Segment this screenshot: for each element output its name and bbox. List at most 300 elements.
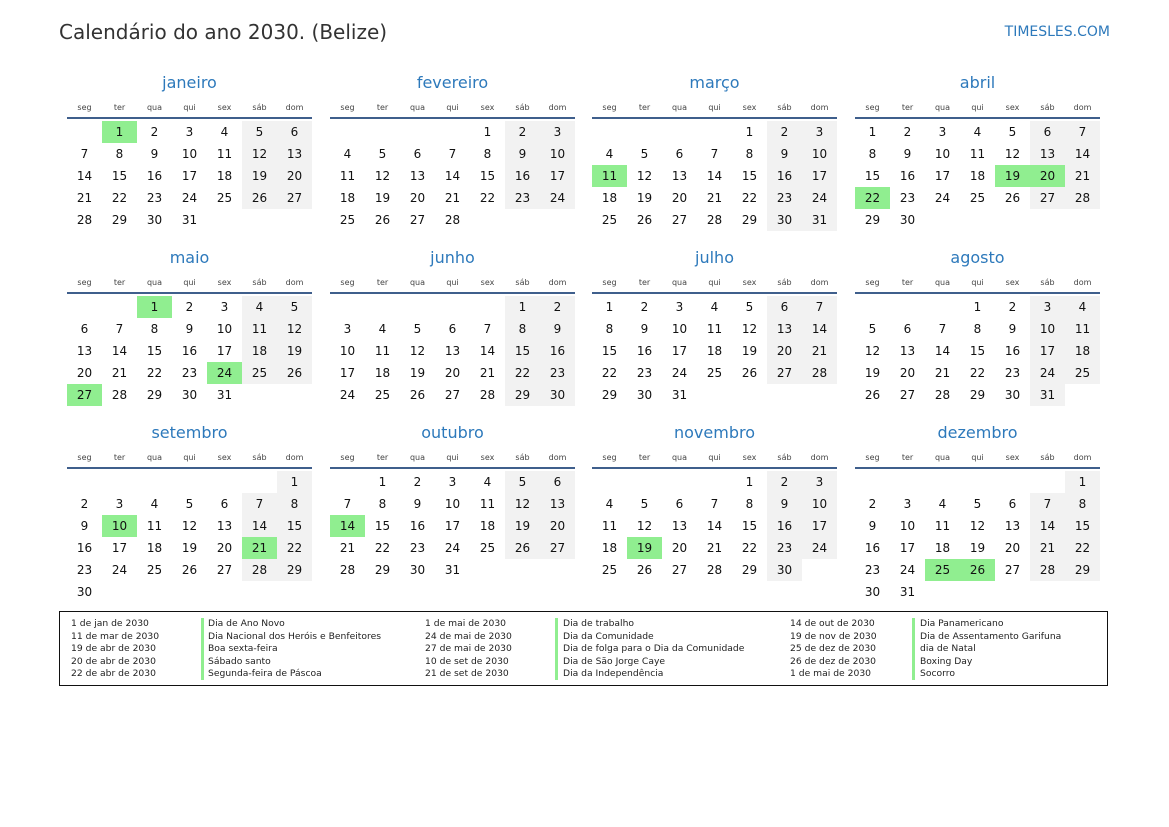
day-cell: 17	[1030, 340, 1065, 362]
day-grid	[67, 296, 312, 406]
weekday-label: dom	[548, 103, 567, 112]
weekday-label: ter	[376, 278, 389, 287]
day-cell: 2	[640, 300, 649, 314]
weekday-label: qui	[446, 453, 459, 462]
day-cell: 28	[1030, 559, 1065, 581]
day-cell: 11	[242, 318, 277, 340]
day-cell: 22	[601, 366, 618, 380]
day-cell: 1	[745, 475, 754, 489]
day-cell: 24	[111, 563, 128, 577]
day-cell: 26	[374, 213, 391, 227]
day-cell: 16	[899, 169, 916, 183]
day-cell: 18	[601, 191, 618, 205]
day-cell: 9	[1008, 322, 1017, 336]
day-cell: 4	[343, 147, 352, 161]
day-cell: 9	[505, 143, 540, 165]
weekday-label: qui	[446, 278, 459, 287]
day-grid	[592, 296, 837, 406]
day-cell: 12	[636, 169, 653, 183]
day-cell: 2	[1008, 300, 1017, 314]
empty-cell	[67, 121, 102, 143]
day-cell: 12	[1004, 147, 1021, 161]
day-cell: 1	[277, 471, 312, 493]
day-cell: 21	[802, 340, 837, 362]
day-cell: 3	[115, 497, 124, 511]
weekday-label: seg	[602, 453, 617, 462]
legend-date: 24 de mai de 2030	[425, 630, 512, 642]
weekday-label: qua	[146, 453, 163, 462]
day-cell: 26	[1004, 191, 1021, 205]
day-cell: 7	[710, 147, 719, 161]
day-cell: 20	[671, 191, 688, 205]
day-cell: 14	[479, 344, 496, 358]
weekday-label: sex	[217, 278, 232, 287]
page-title: Calendário do ano 2030. (Belize)	[59, 20, 388, 44]
day-cell: 3	[802, 121, 837, 143]
legend-holiday: Dia Nacional dos Heróis e Benfeitores	[208, 630, 382, 642]
month-name: agosto	[950, 248, 1005, 267]
day-cell: 20	[540, 515, 575, 537]
weekday-label: qui	[971, 453, 984, 462]
weekday-label: sex	[217, 103, 232, 112]
day-cell: 17	[181, 169, 198, 183]
day-cell: 27	[671, 213, 688, 227]
weekday-label: sáb	[515, 278, 530, 287]
weekday-label: seg	[77, 453, 92, 462]
empty-cell	[172, 471, 207, 493]
day-cell: 10	[216, 322, 233, 336]
day-cell: 16	[636, 344, 653, 358]
day-cell: 2	[413, 475, 422, 489]
day-cell: 9	[767, 143, 802, 165]
legend-date: 1 de mai de 2030	[790, 668, 872, 679]
empty-cell	[435, 121, 470, 143]
weekday-label: seg	[340, 278, 355, 287]
month-name: maio	[169, 248, 210, 267]
day-cell: 6	[675, 497, 684, 511]
day-cell: 9	[185, 322, 194, 336]
day-cell: 14	[706, 169, 723, 183]
day-cell: 19	[181, 541, 198, 555]
weekday-label: qua	[409, 103, 426, 112]
weekday-label: ter	[638, 453, 651, 462]
day-cell: 25	[479, 541, 496, 555]
day-cell: 29	[111, 213, 128, 227]
weekday-header	[67, 100, 312, 116]
day-cell: 10	[802, 493, 837, 515]
day-grid	[592, 471, 837, 581]
day-cell: 11	[601, 519, 618, 533]
day-cell: 4	[973, 125, 982, 139]
weekday-label: dom	[548, 278, 567, 287]
day-cell: 21	[444, 191, 461, 205]
legend-holiday: Dia de Assentamento Garifuna	[920, 630, 1062, 642]
day-cell: 15	[479, 169, 496, 183]
day-cell: 26	[741, 366, 758, 380]
day-cell: 2	[767, 121, 802, 143]
day-cell: 1	[605, 300, 614, 314]
day-cell: 4	[378, 322, 387, 336]
day-cell: 17	[899, 541, 916, 555]
day-cell: 10	[899, 519, 916, 533]
day-cell: 6	[1030, 121, 1065, 143]
day-cell: 16	[864, 541, 881, 555]
day-cell: 29	[741, 563, 758, 577]
legend-date: 26 de dez de 2030	[790, 655, 877, 667]
weekday-label: seg	[865, 278, 880, 287]
day-cell: 10	[181, 147, 198, 161]
month-name: novembro	[674, 423, 755, 442]
weekday-header	[592, 100, 837, 116]
day-cell: 25	[374, 388, 391, 402]
day-cell: 19	[741, 344, 758, 358]
day-cell: 11	[1065, 318, 1100, 340]
empty-cell	[1030, 471, 1065, 493]
legend-holiday: Dia Panamericano	[920, 618, 1004, 629]
weekday-header	[330, 100, 575, 116]
weekday-header	[67, 450, 312, 466]
day-cell: 27	[409, 213, 426, 227]
day-cell: 9	[150, 147, 159, 161]
weekday-label: seg	[77, 278, 92, 287]
day-cell: 26	[636, 213, 653, 227]
day-cell: 8	[1065, 493, 1100, 515]
weekday-label: qua	[671, 103, 688, 112]
day-cell: 17	[540, 165, 575, 187]
day-cell: 23	[636, 366, 653, 380]
weekday-header	[855, 275, 1100, 291]
day-cell: 21	[934, 366, 951, 380]
legend-date: 21 de set de 2030	[425, 668, 509, 679]
day-cell: 28	[76, 213, 93, 227]
weekday-label: sáb	[1040, 103, 1055, 112]
month-9	[67, 423, 312, 603]
day-cell: 1	[1065, 471, 1100, 493]
day-cell: 16	[76, 541, 93, 555]
day-cell: 1	[378, 475, 387, 489]
day-cell: 14	[1030, 515, 1065, 537]
weekday-label: ter	[901, 453, 914, 462]
empty-cell	[67, 296, 102, 318]
weekday-header	[330, 450, 575, 466]
day-cell: 16	[767, 515, 802, 537]
weekday-label: sáb	[515, 103, 530, 112]
day-cell: 3	[540, 121, 575, 143]
day-cell: 11	[479, 497, 496, 511]
day-cell: 10	[671, 322, 688, 336]
day-cell: 18	[242, 340, 277, 362]
weekday-label: ter	[113, 278, 126, 287]
legend-dates-col-3	[790, 618, 877, 681]
day-cell: 2	[903, 125, 912, 139]
weekday-label: ter	[113, 453, 126, 462]
day-cell: 3	[675, 300, 684, 314]
day-cell: 24	[671, 366, 688, 380]
legend-holiday: Dia da Comunidade	[563, 630, 654, 642]
day-cell: 24	[181, 191, 198, 205]
header-divider	[855, 292, 1100, 294]
day-cell: 27	[277, 187, 312, 209]
day-cell: 5	[1008, 125, 1017, 139]
day-cell: 2	[540, 296, 575, 318]
day-cell: 15	[374, 519, 391, 533]
weekday-label: ter	[638, 278, 651, 287]
empty-cell	[435, 296, 470, 318]
legend-date: 25 de dez de 2030	[790, 643, 877, 654]
day-cell: 8	[277, 493, 312, 515]
weekday-label: qui	[446, 103, 459, 112]
weekday-label: dom	[285, 278, 304, 287]
day-cell: 20	[1004, 541, 1021, 555]
day-cell: 25	[216, 191, 233, 205]
day-cell: 30	[409, 563, 426, 577]
day-cell: 18	[339, 191, 356, 205]
day-cell: 9	[903, 147, 912, 161]
day-cell: 22	[505, 362, 540, 384]
day-cell: 17	[216, 344, 233, 358]
day-cell: 30	[181, 388, 198, 402]
day-cell: 16	[1004, 344, 1021, 358]
day-cell: 13	[899, 344, 916, 358]
empty-cell	[330, 471, 365, 493]
weekday-label: qua	[934, 453, 951, 462]
day-cell: 16	[540, 340, 575, 362]
day-cell: 10	[540, 143, 575, 165]
day-cell: 4	[710, 300, 719, 314]
day-cell: 18	[969, 169, 986, 183]
day-cell: 29	[601, 388, 618, 402]
day-cell: 2	[767, 471, 802, 493]
day-cell: 12	[409, 344, 426, 358]
day-cell: 4	[483, 475, 492, 489]
day-cell: 17	[444, 519, 461, 533]
weekday-label: seg	[865, 103, 880, 112]
day-cell: 15	[111, 169, 128, 183]
day-cell: 5	[242, 121, 277, 143]
day-cell: 26	[409, 388, 426, 402]
legend-holiday: Dia de folga para o Dia da Comunidade	[563, 643, 745, 654]
month-11	[592, 423, 837, 581]
day-cell: 24	[1030, 362, 1065, 384]
month-2	[330, 73, 575, 231]
empty-cell	[67, 471, 102, 493]
month-6	[330, 248, 575, 406]
day-cell: 23	[409, 541, 426, 555]
empty-cell	[207, 471, 242, 493]
day-cell: 25	[1065, 362, 1100, 384]
day-cell: 12	[242, 143, 277, 165]
day-cell: 23	[505, 187, 540, 209]
day-cell: 14	[802, 318, 837, 340]
weekday-label: sáb	[1040, 453, 1055, 462]
day-cell: 3	[903, 497, 912, 511]
holiday-day: 21	[242, 537, 277, 559]
day-cell: 8	[868, 147, 877, 161]
weekday-label: seg	[602, 278, 617, 287]
weekday-label: sex	[742, 453, 757, 462]
day-cell: 13	[1004, 519, 1021, 533]
holiday-day: 22	[855, 187, 890, 209]
day-cell: 15	[277, 515, 312, 537]
empty-cell	[592, 471, 627, 493]
weekday-label: ter	[901, 278, 914, 287]
day-cell: 16	[181, 344, 198, 358]
empty-cell	[855, 296, 890, 318]
holiday-day: 26	[960, 559, 995, 581]
weekday-label: sáb	[1040, 278, 1055, 287]
legend-color-bar	[201, 618, 204, 680]
day-grid	[592, 121, 837, 231]
day-cell: 12	[374, 169, 391, 183]
legend-date: 19 de nov de 2030	[790, 630, 877, 642]
day-cell: 5	[378, 147, 387, 161]
weekday-header	[855, 100, 1100, 116]
day-grid	[855, 121, 1100, 231]
day-cell: 17	[934, 169, 951, 183]
empty-cell	[855, 471, 890, 493]
day-cell: 27	[444, 388, 461, 402]
day-cell: 31	[671, 388, 688, 402]
holiday-day: 14	[330, 515, 365, 537]
day-cell: 21	[706, 541, 723, 555]
month-4	[855, 73, 1100, 231]
weekday-label: qui	[183, 103, 196, 112]
weekday-label: sex	[742, 103, 757, 112]
day-cell: 28	[1065, 187, 1100, 209]
day-cell: 27	[899, 388, 916, 402]
weekday-header	[67, 275, 312, 291]
day-cell: 19	[277, 340, 312, 362]
header-divider	[330, 467, 575, 469]
day-cell: 22	[374, 541, 391, 555]
day-cell: 6	[1008, 497, 1017, 511]
day-cell: 18	[146, 541, 163, 555]
weekday-label: qua	[146, 103, 163, 112]
day-cell: 7	[448, 147, 457, 161]
day-cell: 16	[146, 169, 163, 183]
holiday-day: 27	[67, 384, 102, 406]
header-divider	[592, 117, 837, 119]
day-cell: 15	[741, 519, 758, 533]
day-cell: 2	[505, 121, 540, 143]
day-cell: 2	[150, 125, 159, 139]
weekday-label: qui	[708, 278, 721, 287]
day-cell: 12	[505, 493, 540, 515]
day-cell: 12	[969, 519, 986, 533]
legend-dates-col-2	[425, 618, 512, 681]
day-cell: 5	[185, 497, 194, 511]
weekday-label: sex	[1005, 453, 1020, 462]
month-name: junho	[430, 248, 475, 267]
brand-link[interactable]: TIMESLES.COM	[1004, 24, 1110, 40]
weekday-header	[330, 275, 575, 291]
day-cell: 5	[973, 497, 982, 511]
day-cell: 13	[671, 169, 688, 183]
day-cell: 23	[864, 563, 881, 577]
holiday-legend	[59, 611, 1108, 686]
header-divider	[592, 467, 837, 469]
day-cell: 10	[1030, 318, 1065, 340]
day-cell: 17	[339, 366, 356, 380]
day-cell: 28	[706, 563, 723, 577]
day-cell: 6	[767, 296, 802, 318]
empty-cell	[960, 471, 995, 493]
weekday-label: dom	[285, 103, 304, 112]
day-cell: 5	[745, 300, 754, 314]
weekday-label: qua	[409, 278, 426, 287]
day-cell: 22	[146, 366, 163, 380]
day-cell: 7	[483, 322, 492, 336]
day-cell: 15	[146, 344, 163, 358]
day-cell: 19	[505, 515, 540, 537]
day-cell: 8	[973, 322, 982, 336]
day-cell: 1	[483, 125, 492, 139]
day-cell: 31	[444, 563, 461, 577]
weekday-label: seg	[865, 453, 880, 462]
day-cell: 23	[181, 366, 198, 380]
day-cell: 15	[741, 169, 758, 183]
day-cell: 15	[1065, 515, 1100, 537]
day-cell: 16	[409, 519, 426, 533]
weekday-label: dom	[285, 453, 304, 462]
holiday-day: 20	[1030, 165, 1065, 187]
day-cell: 3	[938, 125, 947, 139]
day-cell: 19	[409, 366, 426, 380]
day-cell: 8	[745, 497, 754, 511]
legend-date: 1 de mai de 2030	[425, 618, 507, 629]
day-cell: 7	[938, 322, 947, 336]
day-cell: 5	[868, 322, 877, 336]
weekday-label: dom	[548, 453, 567, 462]
header-divider	[592, 292, 837, 294]
holiday-day: 10	[102, 515, 137, 537]
header-divider	[855, 467, 1100, 469]
empty-cell	[592, 121, 627, 143]
day-cell: 22	[741, 191, 758, 205]
legend-date: 11 de mar de 2030	[71, 630, 160, 642]
day-cell: 12	[277, 318, 312, 340]
day-cell: 8	[150, 322, 159, 336]
day-cell: 3	[343, 322, 352, 336]
month-name: outubro	[421, 423, 484, 442]
day-cell: 7	[343, 497, 352, 511]
day-cell: 22	[1065, 537, 1100, 559]
day-cell: 3	[448, 475, 457, 489]
day-cell: 3	[220, 300, 229, 314]
weekday-label: dom	[1073, 103, 1092, 112]
weekday-label: sáb	[777, 278, 792, 287]
day-cell: 28	[111, 388, 128, 402]
day-cell: 6	[413, 147, 422, 161]
day-cell: 7	[1065, 121, 1100, 143]
day-cell: 13	[540, 493, 575, 515]
day-cell: 6	[277, 121, 312, 143]
day-cell: 24	[802, 537, 837, 559]
day-cell: 15	[505, 340, 540, 362]
day-cell: 14	[76, 169, 93, 183]
day-grid	[67, 471, 312, 603]
day-cell: 18	[934, 541, 951, 555]
holiday-day: 19	[995, 165, 1030, 187]
legend-holiday: Dia da Independência	[563, 668, 664, 679]
day-cell: 14	[111, 344, 128, 358]
day-cell: 26	[181, 563, 198, 577]
day-cell: 14	[934, 344, 951, 358]
day-cell: 25	[242, 362, 277, 384]
empty-cell	[400, 296, 435, 318]
empty-cell	[662, 471, 697, 493]
month-name: janeiro	[162, 73, 217, 92]
